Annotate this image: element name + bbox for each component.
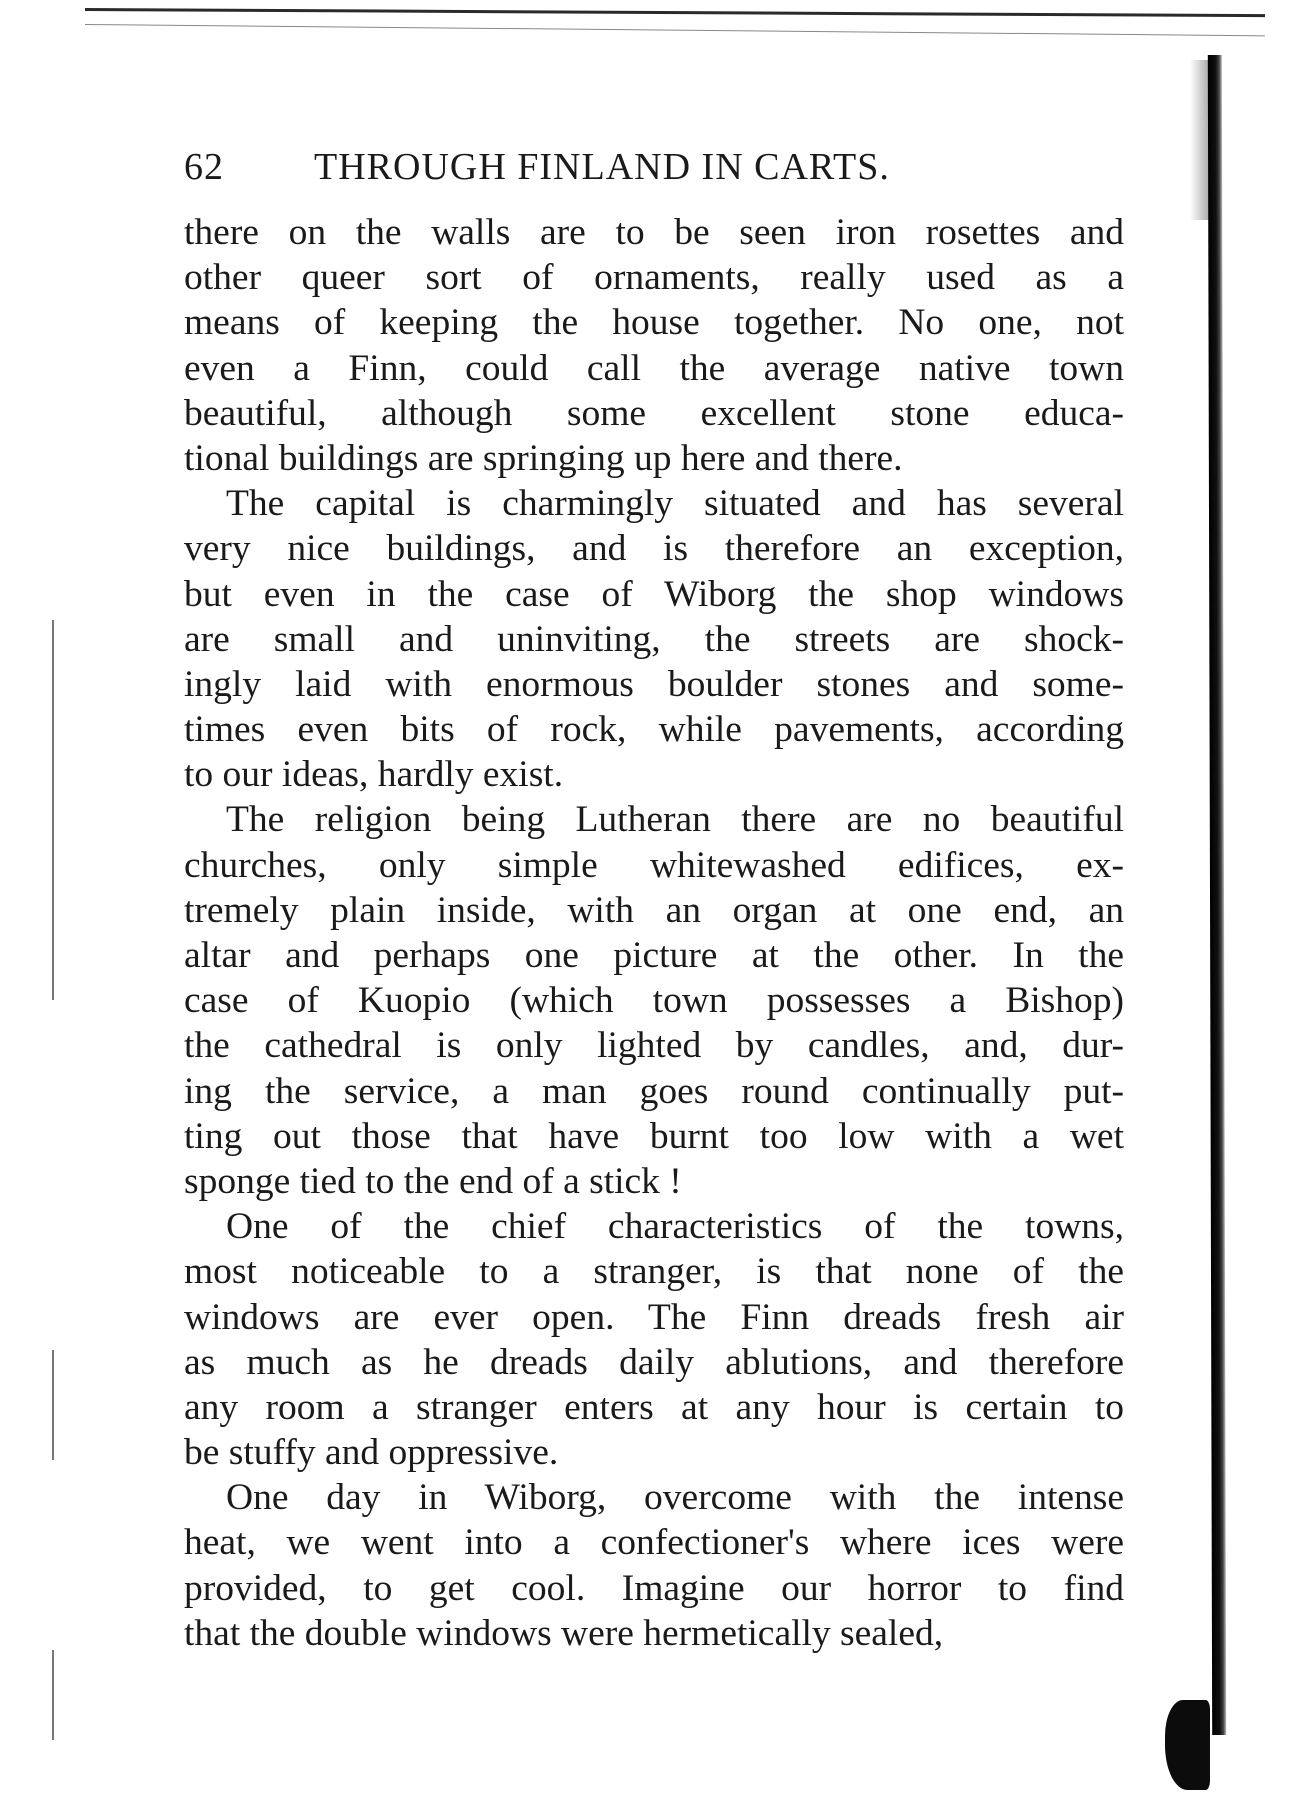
- paragraph: [184, 481, 1124, 797]
- text-line: tional buildings are springing up here and there.: [184, 437, 903, 479]
- text-line: be stuffy and oppressive.: [184, 1432, 559, 1474]
- text-line: but even in the case of Wiborg the shop windows: [184, 573, 1124, 615]
- text-line: there on the walls are to be seen iron rosettes and: [184, 212, 1124, 253]
- text-line: means of keeping the house together. No one, not: [184, 302, 1124, 344]
- text-line: provided, to get cool. Imagine our horror to find: [184, 1567, 1124, 1609]
- paragraph: [184, 797, 1124, 1204]
- text-line: beautiful, although some excellent stone educa-: [184, 392, 1124, 434]
- text-line: times even bits of rock, while pavements, according: [184, 709, 1124, 751]
- text-line: tremely plain inside, with an organ at one end, an: [184, 889, 1124, 931]
- scan-shadow: [1165, 1700, 1210, 1790]
- text-line: ting out those that have burnt too low with a wet: [184, 1115, 1124, 1157]
- text-line: The capital is charmingly situated and has several: [226, 483, 1124, 525]
- text-line: windows are ever open. The Finn dreads fresh air: [184, 1296, 1124, 1338]
- text-line: very nice buildings, and is therefore an exception,: [184, 528, 1124, 570]
- page-number: 62: [184, 146, 224, 188]
- scan-edge-line: [85, 24, 1265, 36]
- text-line: case of Kuopio (which town possesses a Bishop): [184, 980, 1124, 1022]
- text-line: are small and uninviting, the streets are shock-: [184, 618, 1124, 660]
- text-line: most noticeable to a stranger, is that none of the: [184, 1251, 1124, 1293]
- text-line: as much as he dreads daily ablutions, and therefore: [184, 1341, 1124, 1383]
- text-line: heat, we went into a confectioner's where ices were: [184, 1522, 1124, 1564]
- page-title: THROUGH FINLAND IN CARTS.: [314, 146, 890, 188]
- text-line: The religion being Lutheran there are no beautiful: [226, 799, 1124, 841]
- scan-edge-line: [52, 1350, 54, 1460]
- paragraph: [184, 1204, 1124, 1475]
- paragraph: [184, 210, 1124, 481]
- text-line: One of the chief characteristics of the towns,: [226, 1206, 1124, 1248]
- scan-edge-line: [52, 620, 54, 1000]
- paragraph: [184, 1475, 1124, 1656]
- text-line: that the double windows were hermetically sealed,: [184, 1612, 944, 1654]
- text-line: ingly laid with enormous boulder stones and some-: [184, 663, 1124, 705]
- text-line: any room a stranger enters at any hour is certain to: [184, 1386, 1124, 1428]
- body-text: [184, 210, 1124, 1656]
- text-line: altar and perhaps one picture at the other. In the: [184, 935, 1124, 976]
- scan-edge-line: [52, 1650, 54, 1740]
- scan-edge-line: [85, 8, 1265, 17]
- text-line: even a Finn, could call the average native town: [184, 347, 1124, 389]
- running-header: [184, 145, 1124, 195]
- page-binding-edge: [1208, 55, 1226, 1735]
- text-line: churches, only simple whitewashed edifices, ex-: [184, 844, 1124, 886]
- text-line: the cathedral is only lighted by candles, and, dur-: [184, 1025, 1124, 1067]
- text-line: sponge tied to the end of a stick !: [184, 1160, 682, 1202]
- text-line: ing the service, a man goes round continually put-: [184, 1070, 1124, 1112]
- text-line: to our ideas, hardly exist.: [184, 754, 564, 796]
- text-line: other queer sort of ornaments, really used as a: [184, 257, 1124, 299]
- text-line: One day in Wiborg, overcome with the intense: [226, 1477, 1124, 1519]
